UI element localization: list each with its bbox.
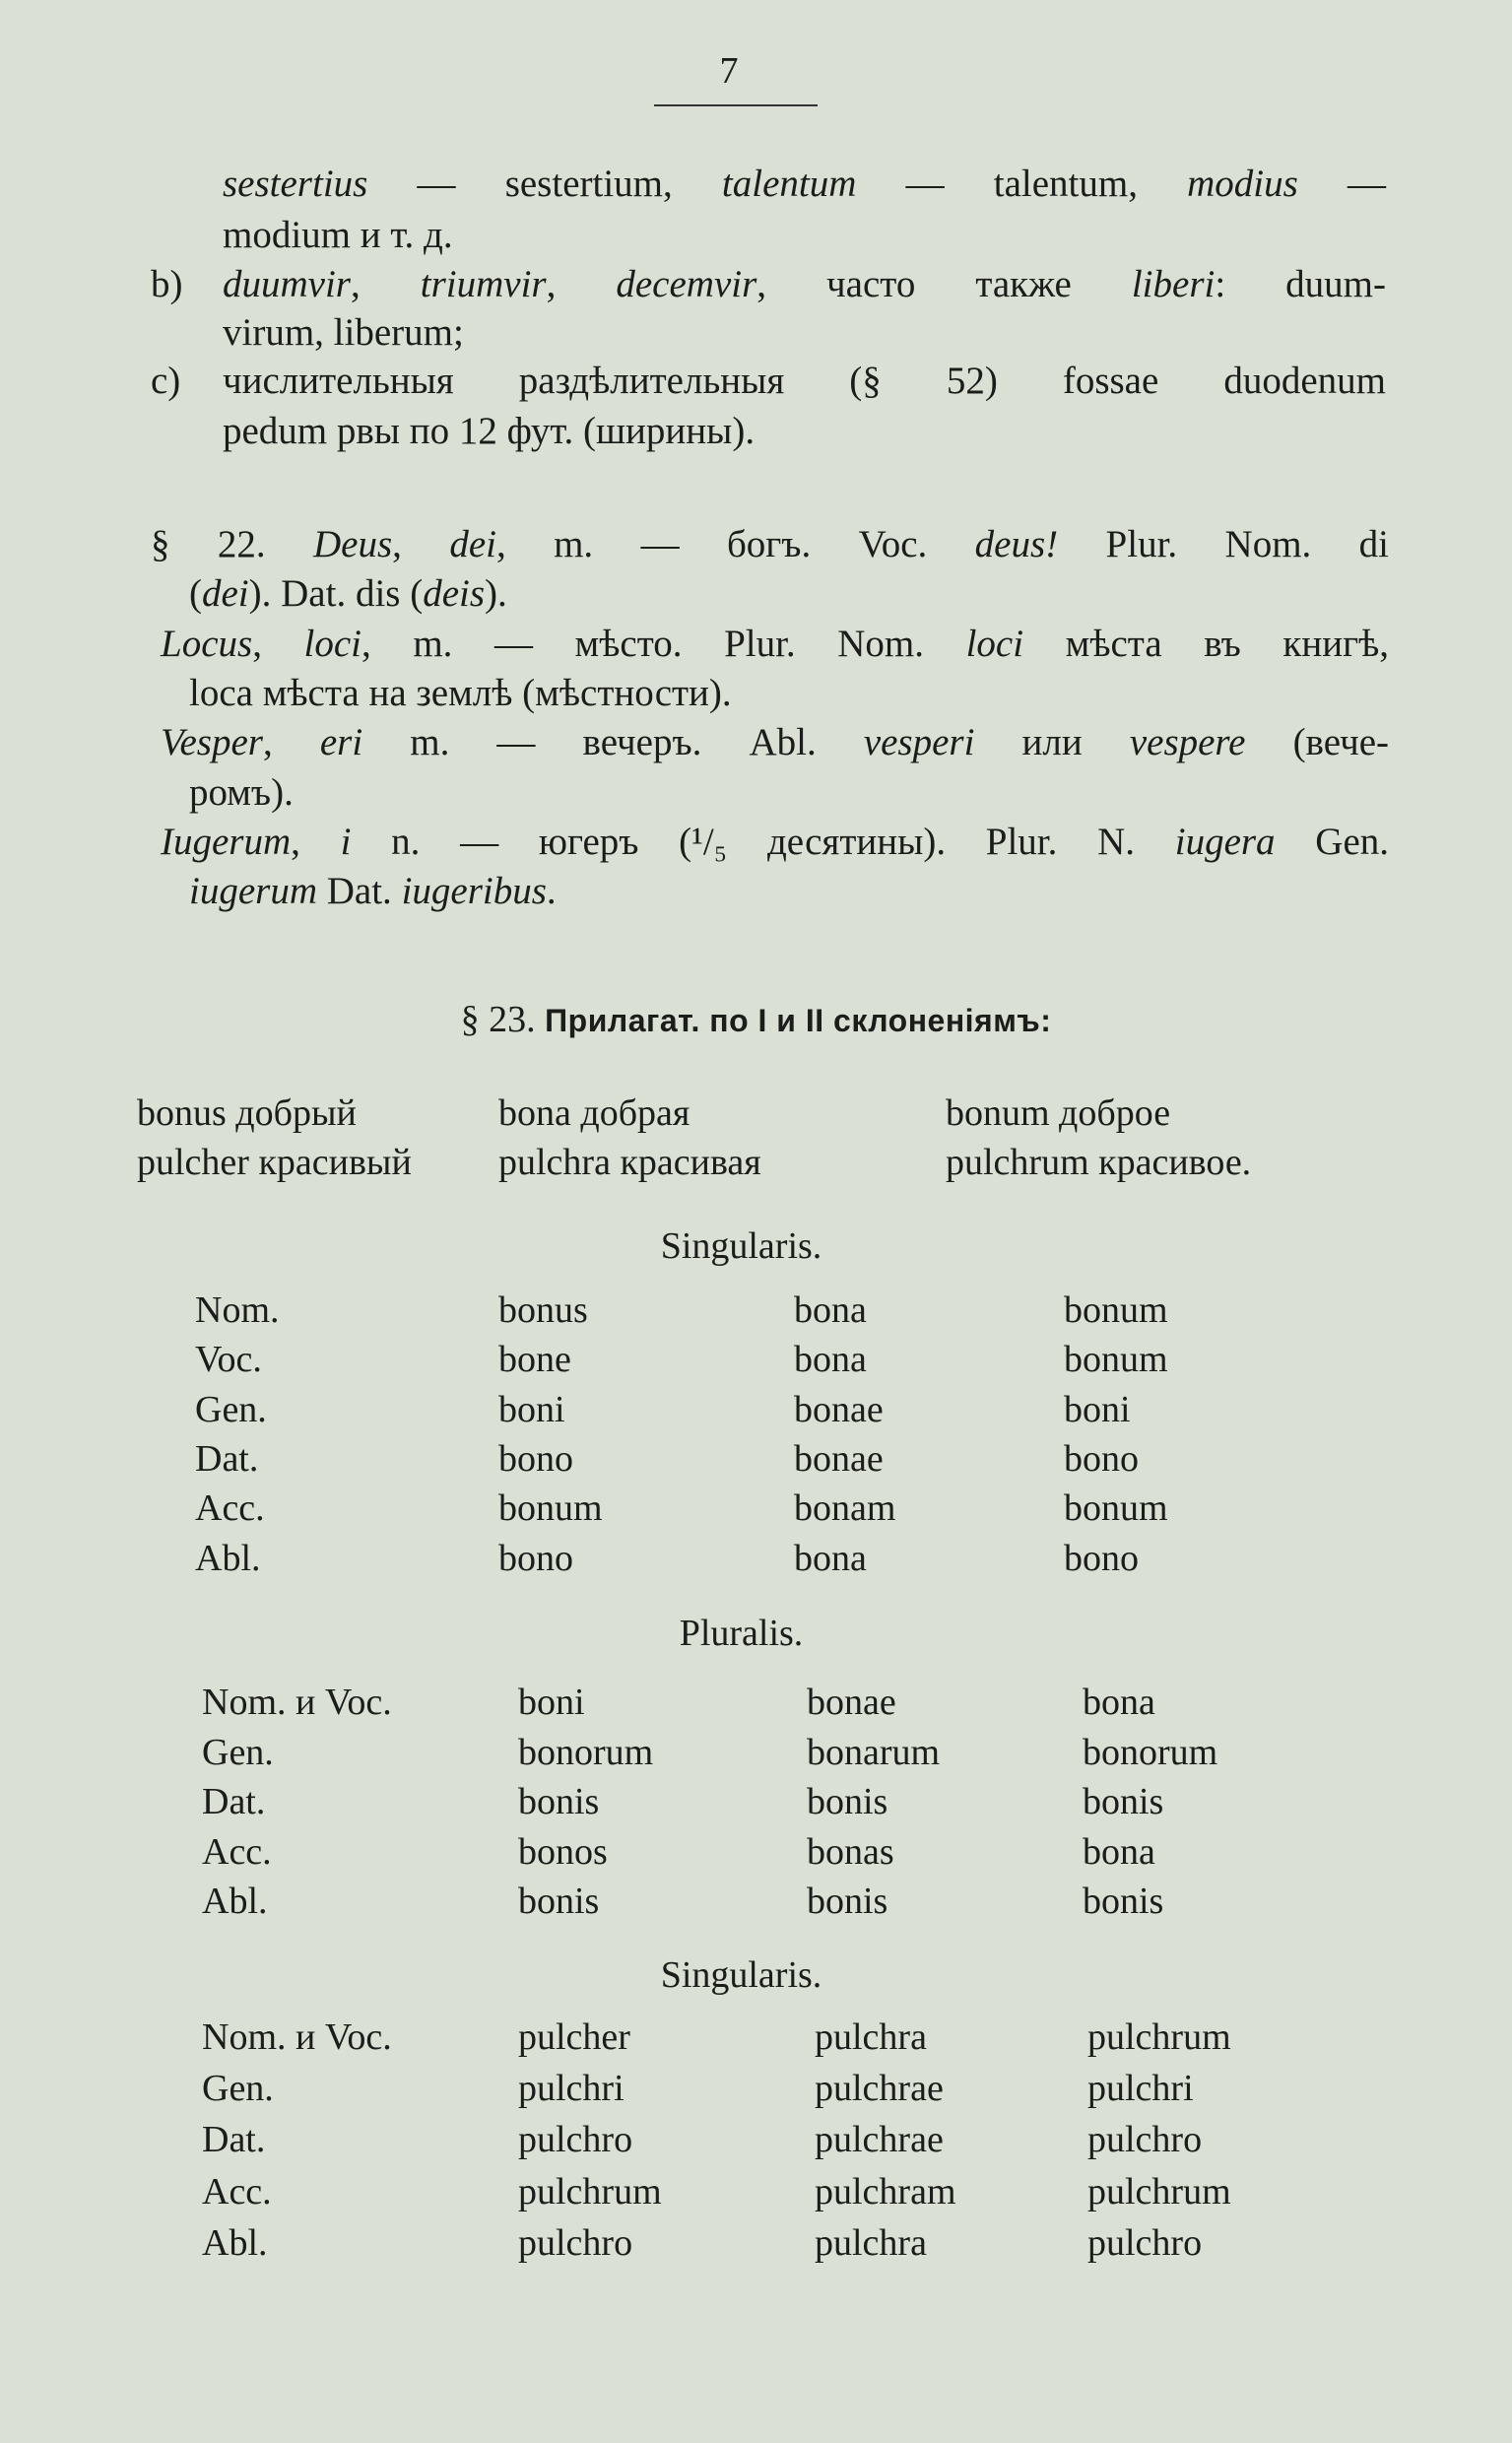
italic-term: modius (1187, 163, 1298, 205)
text-segment: числительныя раздѣлительныя (§ 52) fossae duodenum (223, 360, 1386, 402)
declension-form: boni (1064, 1388, 1131, 1430)
declension-form: bone (498, 1339, 571, 1381)
section-22-line (151, 521, 1389, 568)
declension-form: bonum (1064, 1487, 1168, 1530)
section-22-line (189, 769, 294, 817)
case-label: Dat. (195, 1437, 259, 1480)
case-label: Acc. (202, 1830, 272, 1873)
case-label: Nom. и Voc. (202, 2016, 392, 2058)
declension-form: bona (1083, 1682, 1155, 1723)
declension-form: bonos (518, 1830, 608, 1873)
declension-form: bonae (794, 1437, 884, 1480)
italic-term: Deus (313, 523, 393, 565)
declension-form: bona (794, 1339, 867, 1381)
declension-form: pulchrum (1087, 2016, 1231, 2058)
declension-form: bonis (518, 1881, 600, 1922)
text-segment: modium и т. д. (223, 214, 453, 256)
section-22-line (189, 868, 557, 915)
case-label: Acc. (202, 2170, 272, 2212)
declension-form: pulchra (815, 2221, 927, 2264)
text-segment: Plur. Nom. di (1058, 523, 1389, 565)
text-segment: : duum- (1215, 263, 1387, 305)
declension-form: pulchri (518, 2068, 625, 2110)
text-segment: , m. — мѣсто. Plur. Nom. (362, 622, 966, 665)
text-segment: , (291, 820, 341, 863)
declension-form: pulcher (518, 2016, 630, 2058)
table-caption: Pluralis. (679, 1613, 804, 1654)
text-segment: , (262, 721, 320, 764)
case-label: Abl. (202, 1881, 268, 1922)
text-segment: ( (189, 572, 202, 616)
declension-form: bonum (1064, 1339, 1168, 1381)
declension-form: bonarum (807, 1731, 941, 1773)
italic-term: duumvir (223, 263, 351, 305)
gender-form: bonum доброе (946, 1092, 1171, 1134)
declension-form: bona (1083, 1830, 1155, 1873)
list-item-c-line (223, 408, 755, 455)
declension-form: pulchram (815, 2170, 956, 2212)
text-segment: (вече- (1245, 721, 1389, 764)
declension-form: bono (1064, 1437, 1139, 1480)
declension-form: bonum (498, 1487, 603, 1530)
declension-form: bonae (794, 1388, 884, 1430)
italic-term: vespere (1129, 721, 1246, 764)
paragraph-line (223, 161, 1386, 208)
text-segment: ). (485, 572, 507, 616)
text-segment: , (392, 523, 450, 565)
declension-form: pulchrae (815, 2119, 944, 2161)
case-label: Nom. и Voc. (202, 1682, 392, 1723)
declension-form: bonam (794, 1487, 896, 1530)
declension-form: pulchro (518, 2221, 633, 2264)
gender-form: pulchra красивая (498, 1142, 761, 1183)
italic-term: decemvir (616, 263, 757, 305)
list-item-c-line (223, 358, 1386, 405)
italic-term: talentum (721, 163, 857, 205)
list-item-b-line (223, 309, 464, 357)
declension-form: bonis (807, 1881, 888, 1922)
declension-form: bona (794, 1289, 867, 1331)
text-segment: или (974, 721, 1130, 764)
gender-form: bonus добрый (137, 1092, 357, 1134)
declension-form: pulchrum (1087, 2170, 1231, 2212)
gender-form: pulcher красивый (137, 1142, 412, 1183)
italic-term: Iugerum (161, 820, 292, 863)
declension-form: pulchrae (815, 2068, 944, 2110)
declension-form: bonis (1083, 1881, 1164, 1922)
table-caption: Singularis. (660, 1954, 822, 1996)
italic-term: sestertius (223, 163, 368, 205)
section-22-line (161, 819, 1389, 866)
list-item-b-line (223, 261, 1386, 308)
text-segment: ). Dat. dis ( (248, 572, 424, 616)
declension-form: pulchro (1087, 2221, 1203, 2264)
case-label: Nom. (195, 1289, 280, 1331)
text-segment: , (546, 263, 617, 305)
italic-term: Vesper (161, 721, 263, 764)
declension-form: bonus (498, 1289, 588, 1331)
text-segment: virum, liberum; (223, 311, 464, 354)
section-23-title: Прилагат. по I и II склоненіямъ: (545, 1003, 1052, 1038)
paragraph-line (223, 212, 453, 259)
declension-form: bona (794, 1537, 867, 1579)
declension-form: pulchra (815, 2016, 927, 2058)
declension-form: bono (1064, 1537, 1139, 1579)
declension-form: bonorum (1083, 1731, 1218, 1773)
italic-term: iugera (1174, 820, 1276, 863)
italic-term: iugeribus (401, 870, 547, 913)
text-segment: . (546, 870, 557, 913)
declension-form: bonae (807, 1682, 896, 1723)
case-label: Dat. (202, 1781, 266, 1822)
italic-term: iugerum (189, 870, 317, 913)
section-22-line (189, 670, 732, 717)
case-label: Voc. (195, 1339, 262, 1381)
text-segment: Gen. (1275, 820, 1389, 863)
case-label: Gen. (202, 2068, 274, 2110)
text-segment: n. — югеръ (¹/₅ десятины). Plur. N. (351, 820, 1175, 863)
text-segment: loca мѣста на землѣ (мѣстности). (189, 671, 732, 714)
text-segment: , (351, 263, 421, 305)
text-segment: мѣста въ книгѣ, (1023, 622, 1389, 665)
italic-term: deus! (974, 523, 1059, 565)
declension-form: bono (498, 1537, 573, 1579)
italic-term: eri (319, 721, 363, 764)
italic-term: dei (449, 523, 496, 565)
section-23-heading (0, 995, 1512, 1045)
declension-form: bonis (807, 1781, 888, 1822)
declension-form: bono (498, 1437, 573, 1480)
case-label: Acc. (195, 1487, 265, 1530)
italic-term: loci (303, 622, 362, 665)
section-22-line (189, 570, 507, 618)
declension-form: bonum (1064, 1289, 1168, 1331)
declension-form: boni (498, 1388, 565, 1430)
italic-term: Locus (161, 622, 253, 665)
case-label: Abl. (195, 1537, 261, 1579)
gender-form: bona добрая (498, 1092, 690, 1134)
italic-term: deis (423, 572, 486, 616)
case-label: Gen. (195, 1388, 267, 1430)
text-segment: , m. — богъ. Voc. (495, 523, 975, 565)
table-caption: Singularis. (660, 1225, 822, 1267)
declension-form: pulchro (518, 2119, 633, 2161)
page-number: 7 (719, 50, 739, 92)
text-segment: — sestertium, (367, 163, 722, 205)
header-rule (654, 104, 818, 106)
section-22-line (161, 621, 1389, 668)
italic-term: dei (202, 572, 249, 616)
italic-term: vesperi (863, 721, 975, 764)
text-segment: , (252, 622, 304, 665)
case-label: Abl. (202, 2221, 268, 2264)
declension-form: bonis (518, 1781, 600, 1822)
text-segment: m. — вечеръ. Abl. (362, 721, 864, 764)
section-23-number: § 23. (460, 999, 536, 1040)
text-segment: ромъ). (189, 770, 294, 814)
declension-form: pulchro (1087, 2119, 1203, 2161)
text-segment: — (1297, 163, 1386, 205)
case-label: Gen. (202, 1731, 274, 1773)
declension-form: bonis (1083, 1781, 1164, 1822)
declension-form: bonorum (518, 1731, 654, 1773)
declension-form: bonas (807, 1830, 894, 1873)
italic-term: triumvir (420, 263, 547, 305)
section-22-line (161, 719, 1389, 766)
text-segment: — talentum, (856, 163, 1188, 205)
declension-form: pulchrum (518, 2170, 662, 2212)
text-segment: § 22. (151, 523, 314, 565)
gender-form: pulchrum красивое. (946, 1142, 1252, 1183)
italic-term: liberi (1131, 263, 1216, 305)
italic-term: loci (965, 622, 1024, 665)
declension-form: boni (518, 1682, 585, 1723)
list-marker-c: c) (151, 360, 181, 402)
italic-term: i (340, 820, 352, 863)
text-segment: Dat. (317, 870, 402, 913)
list-marker-b: b) (151, 263, 183, 305)
text-segment: , часто также (756, 263, 1132, 305)
text-segment: pedum рвы по 12 фут. (ширины). (223, 410, 756, 452)
case-label: Dat. (202, 2119, 266, 2161)
declension-form: pulchri (1087, 2068, 1194, 2110)
